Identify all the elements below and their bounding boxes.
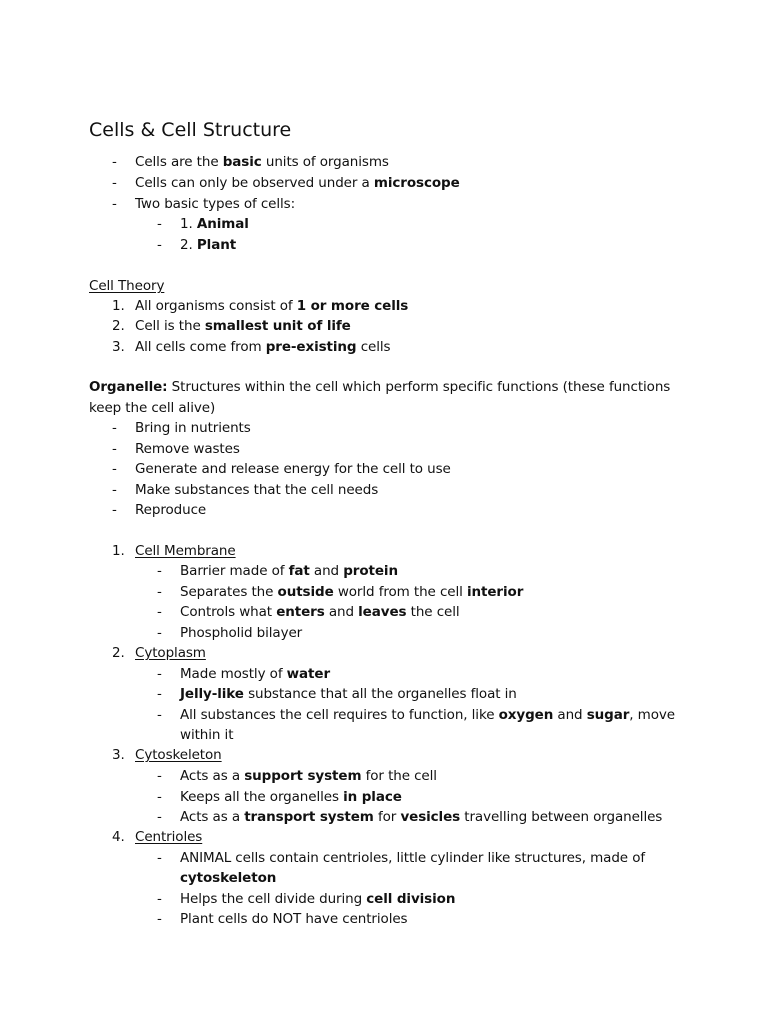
bullet-dash: - [157, 809, 162, 825]
line-text [135, 339, 390, 355]
text-run: and [324, 604, 359, 620]
line-text [180, 768, 437, 784]
line-text [89, 379, 670, 395]
bold-term: cell division [366, 891, 456, 907]
bold-term: outside [277, 584, 334, 600]
bold-term: protein [343, 563, 398, 579]
line-text: Bring in nutrients [135, 420, 251, 436]
bold-term: fat [288, 563, 310, 579]
text-run: Two basic types of cells: [135, 196, 296, 212]
bold-term: sugar [586, 707, 630, 723]
text-run: within it [180, 727, 234, 743]
bullet-dash: - [112, 420, 117, 436]
organelle-name: Centrioles [135, 829, 203, 845]
bullet-dash: - [157, 625, 162, 641]
bold-term: in place [343, 789, 402, 805]
line-text [180, 891, 455, 907]
bold-term: Organelle: [89, 379, 168, 395]
line-text [135, 175, 460, 191]
line-text: Remove wastes [135, 441, 240, 457]
organelle-name: Cytoskeleton [135, 747, 222, 763]
text-run: Keeps all the organelles [180, 789, 344, 805]
text-run: All cells come from [135, 339, 266, 355]
bullet-dash: - [157, 891, 162, 907]
bold-term: water [286, 666, 331, 682]
line-text [135, 318, 351, 334]
text-run: All organisms consist of [135, 298, 297, 314]
text-run: Acts as a [180, 809, 245, 825]
text-run: Cells are the [135, 154, 223, 170]
text-run: , move [629, 707, 675, 723]
bullet-dash: - [112, 441, 117, 457]
bullet-dash: - [157, 686, 162, 702]
line-text [180, 686, 517, 702]
text-run: 2. [180, 237, 197, 253]
bullet-dash: - [157, 789, 162, 805]
text-run: and [553, 707, 587, 723]
text-run: for the cell [361, 768, 437, 784]
text-run: Helps the cell divide during [180, 891, 367, 907]
bullet-dash: - [157, 911, 162, 927]
text-run: Phospholid bilayer [180, 625, 303, 641]
text-run: All substances the cell requires to function, like [180, 707, 499, 723]
bullet-dash: - [157, 563, 162, 579]
line-text [180, 625, 302, 641]
text-run: substance that all the organelles float in [243, 686, 517, 702]
bold-term: 1 or more cells [296, 298, 409, 314]
bold-term: interior [466, 584, 524, 600]
text-run: Cells can only be observed under a [135, 175, 374, 191]
bullet-dash: - [112, 196, 117, 212]
text-run: Acts as a [180, 768, 245, 784]
line-text [135, 298, 408, 314]
line-text [180, 911, 408, 927]
line-text [180, 850, 645, 866]
organelle-name: Cytoplasm [135, 645, 206, 661]
list-number: 1. [112, 298, 125, 314]
text-run: ANIMAL cells contain centrioles, little cylinder like structures, made of [180, 850, 646, 866]
bold-term: microscope [373, 175, 460, 191]
list-number: 4. [112, 829, 125, 845]
bullet-dash: - [157, 584, 162, 600]
bullet-dash: - [112, 154, 117, 170]
line-text [180, 809, 662, 825]
line-text [180, 237, 236, 253]
line-text [180, 727, 233, 743]
bullet-dash: - [112, 461, 117, 477]
text-run: Structures within the cell which perform specific functions (these functions [167, 379, 671, 395]
bold-term: smallest unit of life [204, 318, 351, 334]
text-run: Plant cells do NOT have centrioles [180, 911, 408, 927]
bold-term: Jelly-like [180, 686, 244, 702]
line-text: Make substances that the cell needs [135, 482, 379, 498]
bullet-dash: - [157, 666, 162, 682]
text-run: and [309, 563, 344, 579]
list-number: 2. [112, 318, 125, 334]
bold-term: oxygen [498, 707, 554, 723]
text-run: travelling between organelles [460, 809, 663, 825]
bullet-dash: - [112, 175, 117, 191]
text-run: keep the cell alive) [89, 400, 216, 416]
text-run: Made mostly of [180, 666, 287, 682]
bold-term: vesicles [400, 809, 461, 825]
bold-term: support system [244, 768, 362, 784]
line-text [180, 666, 330, 682]
text-run: 1. [180, 216, 197, 232]
line-text [180, 563, 398, 579]
bullet-dash: - [112, 482, 117, 498]
text-run: world from the cell [333, 584, 467, 600]
bold-term: leaves [358, 604, 407, 620]
list-number: 3. [112, 747, 125, 763]
bold-term: cytoskeleton [180, 870, 277, 886]
text-run: cells [356, 339, 391, 355]
text-run: Barrier made of [180, 563, 289, 579]
text-run: the cell [406, 604, 460, 620]
list-number: 1. [112, 543, 125, 559]
bold-term: enters [276, 604, 325, 620]
line-text [135, 154, 389, 170]
page-title: Cells & Cell Structure [89, 119, 292, 141]
bold-term: pre-existing [265, 339, 357, 355]
bullet-dash: - [157, 707, 162, 723]
bullet-dash: - [157, 237, 162, 253]
bullet-dash: - [157, 604, 162, 620]
line-text [180, 216, 249, 232]
bullet-dash: - [157, 850, 162, 866]
bold-term: basic [222, 154, 262, 170]
bullet-dash: - [157, 216, 162, 232]
line-text [180, 789, 402, 805]
bold-term: Plant [196, 237, 237, 253]
line-text [89, 400, 215, 416]
line-text [180, 870, 276, 886]
section-heading: Cell Theory [89, 278, 165, 294]
line-text: Generate and release energy for the cell to use [135, 461, 451, 477]
list-number: 3. [112, 339, 125, 355]
bold-term: Animal [196, 216, 249, 232]
text-run: for [373, 809, 401, 825]
text-run: Separates the [180, 584, 278, 600]
line-text: Reproduce [135, 502, 207, 518]
line-text [180, 707, 675, 723]
bullet-dash: - [112, 502, 117, 518]
bold-term: transport system [244, 809, 374, 825]
text-run: Cell is the [135, 318, 205, 334]
list-number: 2. [112, 645, 125, 661]
organelle-name: Cell Membrane [135, 543, 236, 559]
text-run: Controls what [180, 604, 277, 620]
text-run: units of organisms [261, 154, 389, 170]
bullet-dash: - [157, 768, 162, 784]
line-text [135, 196, 295, 212]
line-text [180, 584, 523, 600]
line-text [180, 604, 460, 620]
